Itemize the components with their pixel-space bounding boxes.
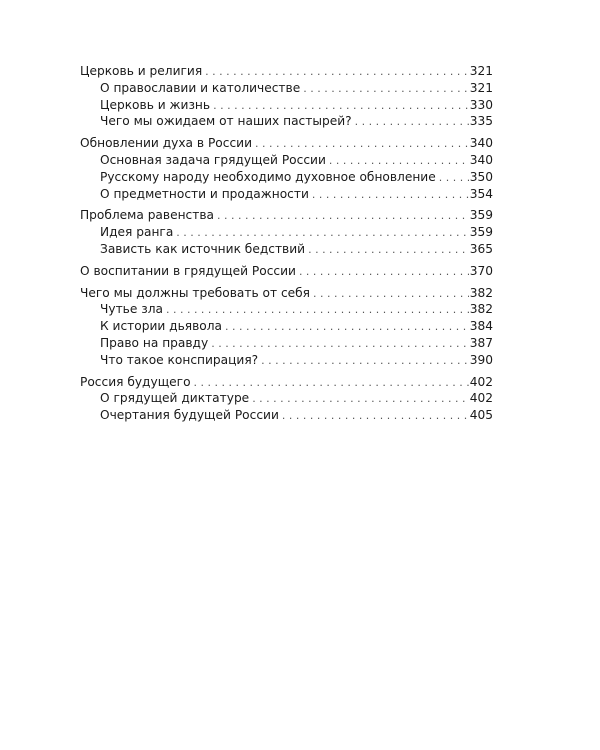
toc-subentry[interactable] [80, 152, 493, 169]
dot-leader [194, 375, 469, 392]
toc-entry-title: Основная задача грядущей России [100, 152, 326, 167]
toc-entry-page: 350 [469, 169, 493, 184]
dot-leader [166, 302, 469, 319]
dot-leader [213, 98, 469, 115]
dot-leader [225, 319, 469, 336]
toc-section [80, 135, 493, 202]
toc-entry[interactable] [80, 263, 493, 280]
toc-entry-page: 321 [469, 80, 493, 95]
toc-entry-page: 405 [469, 408, 493, 423]
toc-section [80, 285, 493, 369]
dot-leader [303, 81, 469, 98]
dot-leader [312, 187, 469, 204]
toc-entry[interactable] [80, 63, 493, 80]
toc-entry-title: Чего мы ожидаем от наших пастырей? [100, 114, 352, 129]
toc-entry-page: 354 [469, 186, 493, 201]
toc-subentry[interactable] [80, 80, 493, 97]
toc-entry-page: 402 [469, 374, 493, 389]
dot-leader [355, 114, 469, 131]
toc-subentry[interactable] [80, 169, 493, 186]
toc-entry-page: 340 [469, 152, 493, 167]
toc-subentry[interactable] [80, 113, 493, 130]
toc-entry-page: 382 [469, 285, 493, 300]
dot-leader [261, 353, 469, 370]
toc-entry-title: Чего мы должны требовать от себя [80, 285, 310, 300]
toc-entry-page: 384 [469, 319, 493, 334]
toc-entry-page: 365 [469, 241, 493, 256]
toc-entry-page: 335 [469, 114, 493, 129]
toc-entry-title: Русскому народу необходимо духовное обновление [100, 169, 436, 184]
toc-subentry[interactable] [80, 335, 493, 352]
toc-entry-title: О воспитании в грядущей России [80, 263, 296, 278]
toc-entry-title: Очертания будущей России [100, 408, 279, 423]
dot-leader [205, 64, 469, 81]
toc-entry-title: О предметности и продажности [100, 186, 309, 201]
toc-entry-title: Право на правду [100, 335, 209, 350]
toc-subentry[interactable] [80, 407, 493, 424]
dot-leader [439, 170, 469, 187]
toc-entry-page: 382 [469, 302, 493, 317]
toc-entry[interactable] [80, 207, 493, 224]
toc-entry-page: 340 [469, 136, 493, 151]
toc-section [80, 207, 493, 257]
dot-leader [217, 208, 469, 225]
toc-entry-title: Что такое конспирация? [100, 352, 259, 367]
dot-leader [211, 336, 469, 353]
toc-entry[interactable] [80, 285, 493, 302]
toc-entry-title: Церковь и жизнь [100, 97, 211, 112]
toc-entry-title: Зависть как источник бедствий [100, 241, 306, 256]
toc-entry-title: Россия будущего [80, 374, 191, 389]
toc-entry-title: Идея ранга [100, 225, 174, 240]
toc-entry-page: 387 [469, 335, 493, 350]
toc-entry-title: Церковь и религия [80, 64, 203, 78]
toc-subentry[interactable] [80, 97, 493, 114]
dot-leader [308, 242, 469, 259]
toc-entry-page: 402 [469, 391, 493, 406]
toc-entry-title: К истории дьявола [100, 319, 222, 334]
toc-entry-page: 370 [469, 263, 493, 278]
dot-leader [176, 225, 468, 242]
toc-subentry[interactable] [80, 301, 493, 318]
dot-leader [252, 391, 469, 408]
toc-entry-page: 330 [469, 97, 493, 112]
dot-leader [255, 136, 469, 153]
toc-subentry[interactable] [80, 241, 493, 258]
dot-leader [329, 153, 469, 170]
toc-subentry[interactable] [80, 224, 493, 241]
dot-leader [299, 264, 469, 281]
table-of-contents [80, 63, 493, 429]
dot-leader [282, 408, 469, 425]
toc-entry-page: 359 [469, 225, 493, 240]
toc-entry-title: Обновлении духа в России [80, 136, 252, 151]
toc-entry-page: 359 [469, 208, 493, 223]
toc-subentry[interactable] [80, 390, 493, 407]
toc-entry-page: 390 [469, 352, 493, 367]
toc-entry-title: О православии и католичестве [100, 80, 301, 95]
toc-subentry[interactable] [80, 318, 493, 335]
toc-entry-title: Проблема равенства [80, 208, 215, 223]
toc-entry[interactable] [80, 374, 493, 391]
toc-entry-title: Чутье зла [100, 302, 163, 317]
toc-entry[interactable] [80, 135, 493, 152]
toc-subentry[interactable] [80, 352, 493, 369]
toc-section [80, 263, 493, 280]
toc-entry-page: 321 [469, 64, 493, 78]
toc-subentry[interactable] [80, 186, 493, 203]
toc-section [80, 63, 493, 130]
toc-entry-title: О грядущей диктатуре [100, 391, 250, 406]
dot-leader [313, 286, 469, 303]
toc-section [80, 374, 493, 424]
